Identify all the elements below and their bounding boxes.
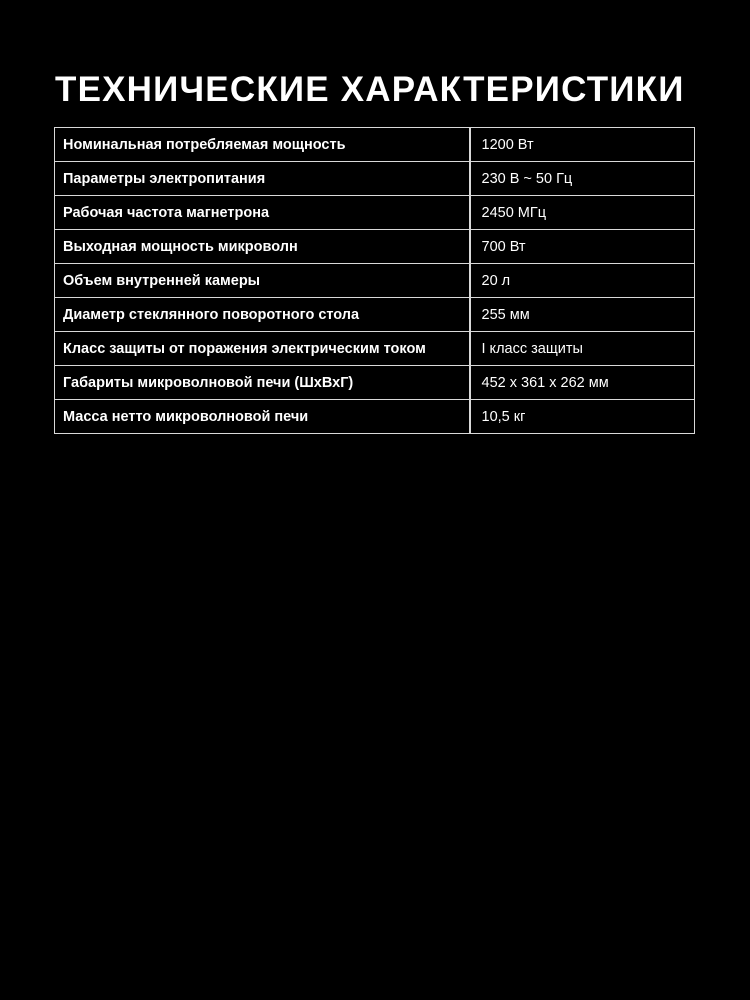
spec-parameter: Объем внутренней камеры bbox=[55, 264, 470, 298]
spec-parameter: Класс защиты от поражения электрическим током bbox=[55, 332, 470, 366]
table-row bbox=[55, 196, 695, 230]
spec-parameter: Рабочая частота магнетрона bbox=[55, 196, 470, 230]
spec-parameter: Габариты микроволновой печи (ШхВхГ) bbox=[55, 366, 470, 400]
spec-value: 700 Вт bbox=[470, 230, 695, 264]
table-row bbox=[55, 298, 695, 332]
spec-parameter: Диаметр стеклянного поворотного стола bbox=[55, 298, 470, 332]
table-row bbox=[55, 366, 695, 400]
spec-value: 20 л bbox=[470, 264, 695, 298]
spec-value: I класс защиты bbox=[470, 332, 695, 366]
spec-value: 255 мм bbox=[470, 298, 695, 332]
spec-parameter: Масса нетто микроволновой печи bbox=[55, 400, 470, 434]
table-row bbox=[55, 230, 695, 264]
spec-value: 2450 МГц bbox=[470, 196, 695, 230]
table-row bbox=[55, 400, 695, 434]
spec-value: 10,5 кг bbox=[470, 400, 695, 434]
table-row bbox=[55, 264, 695, 298]
spec-parameter: Номинальная потребляемая мощность bbox=[55, 128, 470, 162]
table-row bbox=[55, 332, 695, 366]
spec-value: 1200 Вт bbox=[470, 128, 695, 162]
table-row bbox=[55, 128, 695, 162]
table-row bbox=[55, 162, 695, 196]
spec-parameter: Параметры электропитания bbox=[55, 162, 470, 196]
spec-value: 230 В ~ 50 Гц bbox=[470, 162, 695, 196]
spec-parameter: Выходная мощность микроволн bbox=[55, 230, 470, 264]
page-title: ТЕХНИЧЕСКИЕ ХАРАКТЕРИСТИКИ bbox=[55, 70, 685, 109]
specifications-table bbox=[54, 127, 695, 434]
spec-value: 452 х 361 х 262 мм bbox=[470, 366, 695, 400]
